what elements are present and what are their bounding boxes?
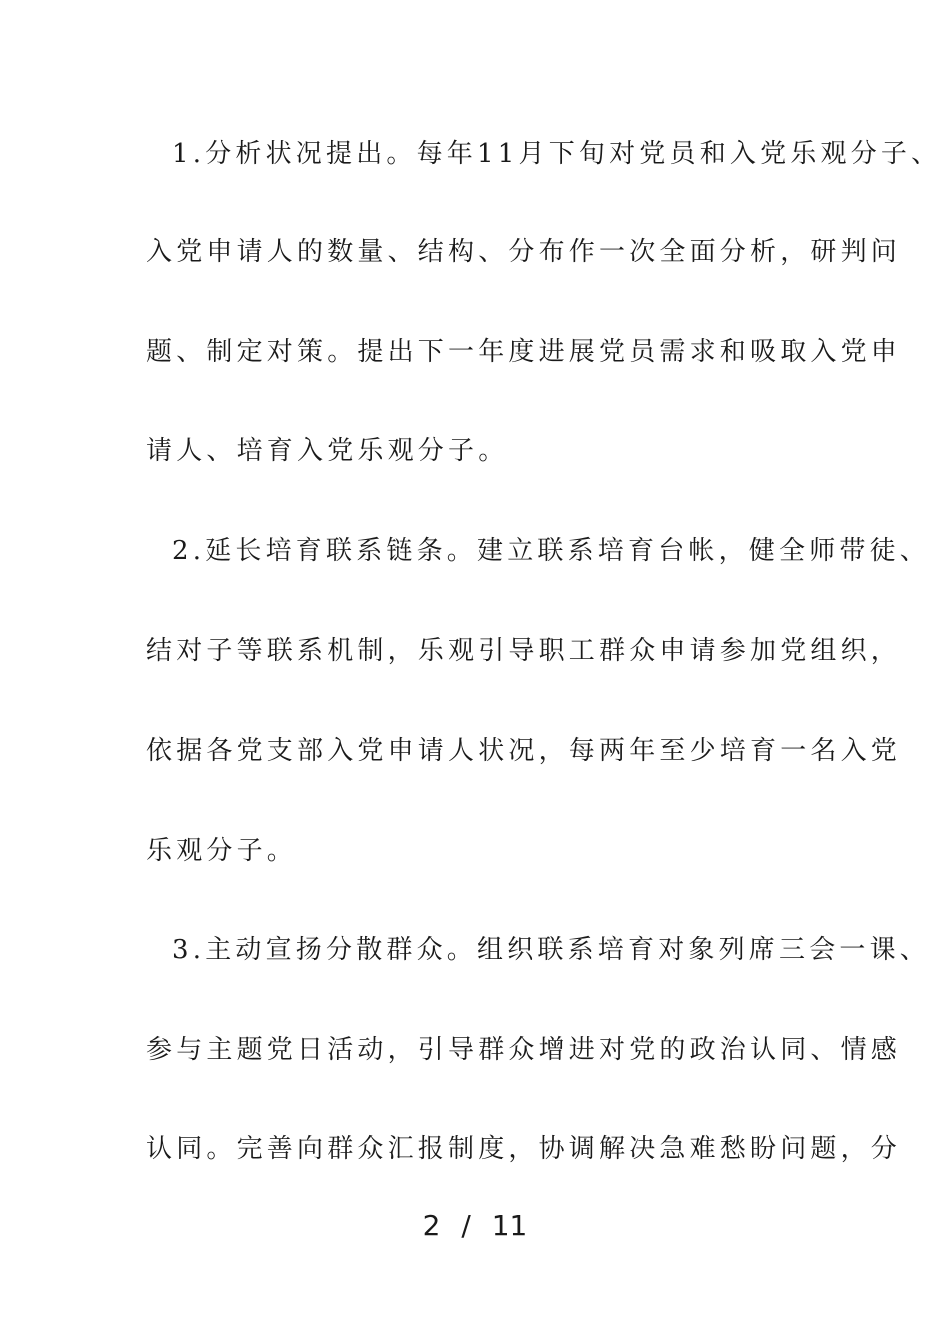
paragraph-1-line-4: 请人、培育入党乐观分子。: [146, 436, 509, 466]
paragraph-3-line-2: 参与主题党日活动，引导群众增进对党的政治认同、情感: [146, 1035, 902, 1065]
paragraph-2-line-1: 2.延长培育联系链条。建立联系培育台帐，健全师带徒、: [172, 536, 931, 566]
paragraph-1-line-3: 题、制定对策。提出下一年度进展党员需求和吸取入党申: [146, 337, 902, 367]
paragraph-1-line-2: 入党申请人的数量、结构、分布作一次全面分析，研判问: [146, 237, 902, 267]
page-number: [0, 1208, 950, 1244]
current-page-number: 2: [422, 1209, 441, 1242]
paragraph-3-line-1: 3.主动宣扬分散群众。组织联系培育对象列席三会一课、: [172, 935, 931, 965]
paragraph-2-line-2: 结对子等联系机制，乐观引导职工群众申请参加党组织，: [146, 636, 902, 666]
paragraph-2-line-3: 依据各党支部入党申请人状况，每两年至少培育一名入党: [146, 736, 902, 766]
total-page-count: 11: [491, 1209, 528, 1242]
page-separator: /: [461, 1209, 471, 1242]
paragraph-2-line-4: 乐观分子。: [146, 836, 298, 866]
paragraph-3-line-3: 认同。完善向群众汇报制度，协调解决急难愁盼问题，分: [146, 1134, 902, 1164]
paragraph-1-line-1: 1.分析状况提出。每年11月下旬对党员和入党乐观分子、: [172, 139, 942, 169]
